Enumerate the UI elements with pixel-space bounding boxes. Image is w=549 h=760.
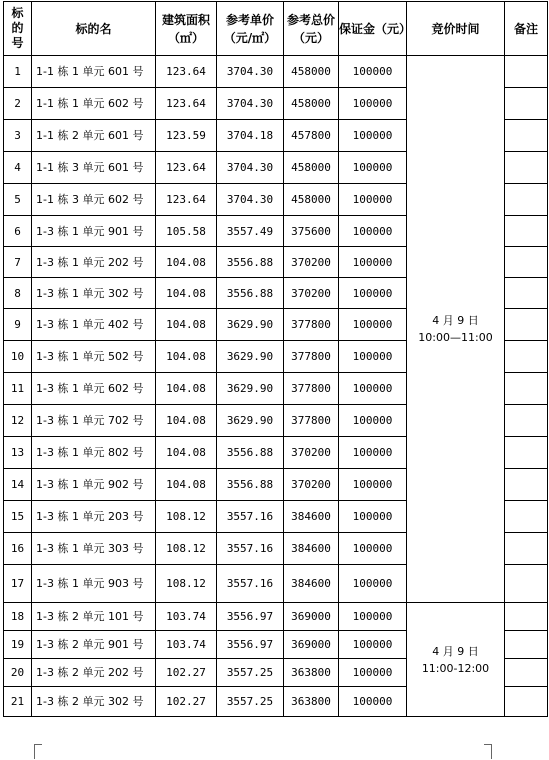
- lot-name-cell: 1-1 栋 2 单元 601 号: [32, 120, 156, 152]
- area-cell: 103.74: [156, 603, 217, 631]
- area-cell: 104.08: [156, 405, 217, 437]
- total-price-cell: 457800: [284, 120, 339, 152]
- deposit-cell: 100000: [339, 533, 407, 565]
- lot-name-cell: 1-3 栋 2 单元 202 号: [32, 659, 156, 687]
- unit-price-cell: 3557.25: [217, 687, 284, 717]
- deposit-cell: 100000: [339, 56, 407, 88]
- lot-name-cell: 1-3 栋 1 单元 202 号: [32, 247, 156, 278]
- area-cell: 123.64: [156, 56, 217, 88]
- lot-name-cell: 1-3 栋 2 单元 101 号: [32, 603, 156, 631]
- unit-price-cell: 3557.25: [217, 659, 284, 687]
- lot-number-cell: 19: [4, 631, 32, 659]
- lot-name-cell: 1-3 栋 1 单元 802 号: [32, 437, 156, 469]
- unit-price-cell: 3557.16: [217, 565, 284, 603]
- total-price-cell: 458000: [284, 152, 339, 184]
- remarks-cell: [505, 216, 548, 247]
- unit-price-cell: 3556.88: [217, 437, 284, 469]
- lot-number-cell: 10: [4, 341, 32, 373]
- area-cell: 108.12: [156, 565, 217, 603]
- deposit-cell: 100000: [339, 687, 407, 717]
- auction-lot-table: [3, 1, 548, 717]
- remarks-cell: [505, 373, 548, 405]
- lot-name-cell: 1-3 栋 1 单元 203 号: [32, 501, 156, 533]
- remarks-cell: [505, 405, 548, 437]
- remarks-cell: [505, 631, 548, 659]
- area-cell: 102.27: [156, 687, 217, 717]
- total-price-cell: 370200: [284, 469, 339, 501]
- total-price-cell: 377800: [284, 373, 339, 405]
- unit-price-cell: 3557.49: [217, 216, 284, 247]
- remarks-cell: [505, 659, 548, 687]
- lot-name-cell: 1-3 栋 1 单元 902 号: [32, 469, 156, 501]
- lot-number-cell: 7: [4, 247, 32, 278]
- auction-time-range: 11:00-12:00: [421, 661, 490, 675]
- unit-price-cell: 3556.97: [217, 603, 284, 631]
- area-cell: 104.08: [156, 437, 217, 469]
- deposit-cell: 100000: [339, 278, 407, 309]
- area-cell: 105.58: [156, 216, 217, 247]
- lot-number-cell: 3: [4, 120, 32, 152]
- total-price-cell: 369000: [284, 603, 339, 631]
- area-cell: 108.12: [156, 533, 217, 565]
- deposit-cell: 100000: [339, 405, 407, 437]
- table-row: [4, 603, 548, 631]
- header-lot-name: 标的名: [32, 2, 156, 56]
- area-cell: 123.64: [156, 184, 217, 216]
- remarks-cell: [505, 603, 548, 631]
- lot-name-cell: 1-3 栋 1 单元 901 号: [32, 216, 156, 247]
- unit-price-cell: 3556.88: [217, 278, 284, 309]
- area-cell: 123.64: [156, 152, 217, 184]
- header-deposit: 保证金（元）: [339, 2, 407, 56]
- remarks-cell: [505, 469, 548, 501]
- area-cell: 123.59: [156, 120, 217, 152]
- auction-date: 4 月 9 日: [432, 644, 479, 658]
- unit-price-cell: 3557.16: [217, 501, 284, 533]
- total-price-cell: 370200: [284, 437, 339, 469]
- lot-number-cell: 6: [4, 216, 32, 247]
- area-cell: 104.08: [156, 373, 217, 405]
- area-cell: 102.27: [156, 659, 217, 687]
- remarks-cell: [505, 565, 548, 603]
- lot-name-cell: 1-3 栋 1 单元 402 号: [32, 309, 156, 341]
- deposit-cell: 100000: [339, 184, 407, 216]
- header-unit-price: 参考单价（元/㎡）: [217, 2, 284, 56]
- lot-number-cell: 18: [4, 603, 32, 631]
- deposit-cell: 100000: [339, 309, 407, 341]
- unit-price-cell: 3556.88: [217, 247, 284, 278]
- total-price-cell: 377800: [284, 341, 339, 373]
- remarks-cell: [505, 247, 548, 278]
- header-lot-number: 标的号: [4, 2, 32, 56]
- total-price-cell: 384600: [284, 501, 339, 533]
- unit-price-cell: 3629.90: [217, 341, 284, 373]
- deposit-cell: 100000: [339, 373, 407, 405]
- total-price-cell: 370200: [284, 247, 339, 278]
- lot-number-cell: 20: [4, 659, 32, 687]
- total-price-cell: 458000: [284, 88, 339, 120]
- lot-name-cell: 1-1 栋 3 单元 601 号: [32, 152, 156, 184]
- total-price-cell: 458000: [284, 56, 339, 88]
- remarks-cell: [505, 278, 548, 309]
- header-remarks: 备注: [505, 2, 548, 56]
- page-corner-mark-left: [34, 744, 42, 759]
- lot-name-cell: 1-3 栋 1 单元 702 号: [32, 405, 156, 437]
- remarks-cell: [505, 687, 548, 717]
- remarks-cell: [505, 533, 548, 565]
- remarks-cell: [505, 88, 548, 120]
- lot-name-cell: 1-3 栋 1 单元 602 号: [32, 373, 156, 405]
- lot-number-cell: 9: [4, 309, 32, 341]
- total-price-cell: 369000: [284, 631, 339, 659]
- auction-time-cell: [407, 56, 505, 603]
- deposit-cell: 100000: [339, 247, 407, 278]
- deposit-cell: 100000: [339, 631, 407, 659]
- lot-name-cell: 1-3 栋 2 单元 901 号: [32, 631, 156, 659]
- unit-price-cell: 3704.18: [217, 120, 284, 152]
- remarks-cell: [505, 152, 548, 184]
- deposit-cell: 100000: [339, 603, 407, 631]
- area-cell: 104.08: [156, 309, 217, 341]
- remarks-cell: [505, 56, 548, 88]
- header-total-price: 参考总价（元）: [284, 2, 339, 56]
- unit-price-cell: 3556.88: [217, 469, 284, 501]
- auction-time-range: 10:00—11:00: [418, 331, 493, 344]
- deposit-cell: 100000: [339, 152, 407, 184]
- area-cell: 108.12: [156, 501, 217, 533]
- auction-date: 4 月 9 日: [432, 314, 479, 327]
- area-cell: 103.74: [156, 631, 217, 659]
- total-price-cell: 377800: [284, 309, 339, 341]
- lot-number-cell: 17: [4, 565, 32, 603]
- lot-number-cell: 13: [4, 437, 32, 469]
- remarks-cell: [505, 501, 548, 533]
- total-price-cell: 363800: [284, 687, 339, 717]
- header-auction-time: 竞价时间: [407, 2, 505, 56]
- area-cell: 104.08: [156, 247, 217, 278]
- total-price-cell: 363800: [284, 659, 339, 687]
- area-cell: 104.08: [156, 469, 217, 501]
- total-price-cell: 377800: [284, 405, 339, 437]
- deposit-cell: 100000: [339, 469, 407, 501]
- remarks-cell: [505, 120, 548, 152]
- lot-name-cell: 1-3 栋 1 单元 502 号: [32, 341, 156, 373]
- lot-name-cell: 1-3 栋 2 单元 302 号: [32, 687, 156, 717]
- lot-number-cell: 11: [4, 373, 32, 405]
- total-price-cell: 458000: [284, 184, 339, 216]
- deposit-cell: 100000: [339, 120, 407, 152]
- unit-price-cell: 3704.30: [217, 152, 284, 184]
- lot-name-cell: 1-1 栋 1 单元 601 号: [32, 56, 156, 88]
- unit-price-cell: 3704.30: [217, 56, 284, 88]
- deposit-cell: 100000: [339, 659, 407, 687]
- lot-number-cell: 21: [4, 687, 32, 717]
- remarks-cell: [505, 437, 548, 469]
- lot-number-cell: 15: [4, 501, 32, 533]
- lot-name-cell: 1-1 栋 3 单元 602 号: [32, 184, 156, 216]
- remarks-cell: [505, 341, 548, 373]
- lot-number-cell: 1: [4, 56, 32, 88]
- unit-price-cell: 3629.90: [217, 373, 284, 405]
- unit-price-cell: 3556.97: [217, 631, 284, 659]
- total-price-cell: 375600: [284, 216, 339, 247]
- page-corner-mark-right: [484, 744, 492, 759]
- unit-price-cell: 3704.30: [217, 88, 284, 120]
- unit-price-cell: 3557.16: [217, 533, 284, 565]
- table-row: [4, 56, 548, 88]
- total-price-cell: 384600: [284, 565, 339, 603]
- header-area: 建筑面积（㎡）: [156, 2, 217, 56]
- total-price-cell: 384600: [284, 533, 339, 565]
- lot-number-cell: 2: [4, 88, 32, 120]
- lot-name-cell: 1-3 栋 1 单元 303 号: [32, 533, 156, 565]
- remarks-cell: [505, 309, 548, 341]
- lot-name-cell: 1-3 栋 1 单元 302 号: [32, 278, 156, 309]
- table-body: [4, 56, 548, 717]
- area-cell: 123.64: [156, 88, 217, 120]
- unit-price-cell: 3629.90: [217, 309, 284, 341]
- total-price-cell: 370200: [284, 278, 339, 309]
- lot-number-cell: 5: [4, 184, 32, 216]
- deposit-cell: 100000: [339, 565, 407, 603]
- table-header-row: [4, 2, 548, 56]
- area-cell: 104.08: [156, 341, 217, 373]
- lot-number-cell: 14: [4, 469, 32, 501]
- unit-price-cell: 3704.30: [217, 184, 284, 216]
- area-cell: 104.08: [156, 278, 217, 309]
- lot-number-cell: 16: [4, 533, 32, 565]
- deposit-cell: 100000: [339, 88, 407, 120]
- lot-number-cell: 12: [4, 405, 32, 437]
- deposit-cell: 100000: [339, 216, 407, 247]
- lot-number-cell: 4: [4, 152, 32, 184]
- deposit-cell: 100000: [339, 437, 407, 469]
- unit-price-cell: 3629.90: [217, 405, 284, 437]
- lot-name-cell: 1-3 栋 1 单元 903 号: [32, 565, 156, 603]
- deposit-cell: 100000: [339, 341, 407, 373]
- remarks-cell: [505, 184, 548, 216]
- auction-time-cell: [407, 603, 505, 717]
- deposit-cell: 100000: [339, 501, 407, 533]
- lot-number-cell: 8: [4, 278, 32, 309]
- lot-name-cell: 1-1 栋 1 单元 602 号: [32, 88, 156, 120]
